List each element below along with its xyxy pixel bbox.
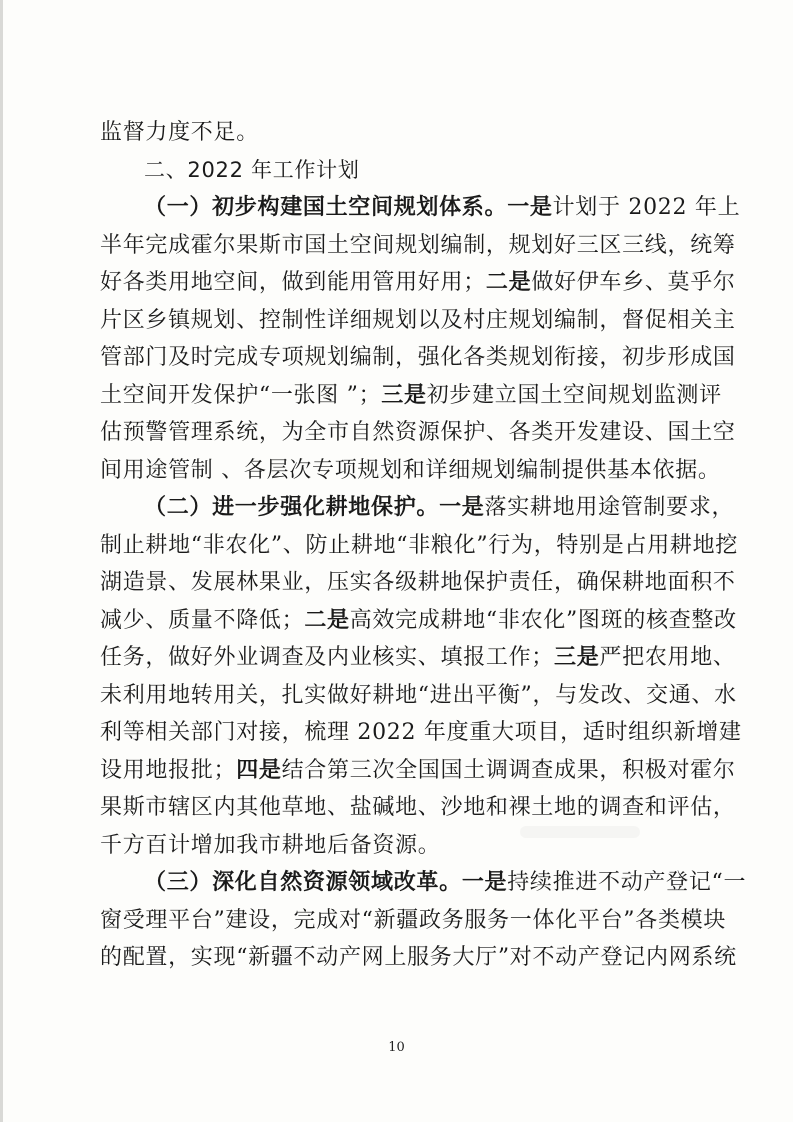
text-span: 间用途管制 、各层次专项规划和详细规划编制提供基本依据。	[100, 457, 721, 483]
paragraph-line	[100, 489, 735, 527]
text-span: 湖造景、发展林果业，压实各级耕地保护责任，确保耕地面积不	[100, 570, 736, 595]
text-span: 好各类用地空间，做到能用管用好用；	[100, 270, 486, 295]
subsection-title: （一）初步构建国土空间规划体系。	[144, 194, 508, 220]
text-span: 监督力度不足。	[100, 120, 259, 145]
text-span: 片区乡镇规划、控制性详细规划以及村庄规划编制，督促相关主	[100, 307, 736, 333]
ordinal-marker: 二是	[485, 269, 532, 295]
text-span: 未利用地转用关，扎实做好耕地“进出平衡”，与发改、交通、水	[100, 682, 737, 708]
paragraph-line	[100, 414, 736, 452]
text-span: 计划于 2022 年上	[552, 195, 741, 220]
ordinal-marker: 一是	[439, 494, 485, 520]
paragraph-line	[100, 902, 727, 940]
text-span: 窗受理平台”建设，完成对“新疆政务服务一体化平台”各类模块	[100, 907, 727, 933]
text-span: 任务，做好外业调查及内业核实、填报工作；	[100, 645, 555, 670]
text-span: 果斯市辖区内其他草地、盐碱地、沙地和裸土地的调查和评估，	[100, 795, 736, 820]
paragraph-line	[100, 677, 737, 715]
page-number: 10	[388, 1040, 405, 1055]
paragraph-line	[100, 939, 737, 977]
text-span: 严把农用地、	[599, 645, 736, 670]
paragraph-line	[100, 452, 721, 490]
text-span: 高效完成耕地“非农化”图斑的核查整改	[349, 607, 737, 633]
subsection-title: （三）深化自然资源领域改革。	[144, 869, 462, 895]
text-span: 初步建立国土空间规划监测评	[426, 382, 722, 408]
ordinal-marker: 三是	[554, 644, 600, 670]
text-span: 二、2022 年工作计划	[144, 157, 360, 182]
paragraph-line	[100, 302, 736, 340]
paragraph-line	[100, 189, 741, 227]
ordinal-marker: 三是	[381, 381, 427, 408]
text-span: 管部门及时完成专项规划编制，强化各类规划衔接，初步形成国	[100, 345, 736, 370]
paragraph-line	[100, 339, 736, 377]
text-span: 半年完成霍尔果斯市国土空间规划编制，规划好三区三线，统筹	[100, 232, 736, 258]
document-body	[100, 114, 747, 977]
text-span: 千方百计增加我市耕地后备资源。	[100, 832, 441, 858]
text-span: 设用地报批；	[100, 757, 237, 783]
paragraph-line	[100, 789, 736, 827]
text-span: 利等相关部门对接，梳理 2022 年度重大项目，适时组织新增建	[100, 720, 742, 745]
text-span: 土空间开发保护“一张图 ”；	[100, 382, 382, 408]
ordinal-marker: 一是	[461, 869, 508, 895]
paragraph-line	[100, 564, 736, 602]
paragraph-line	[100, 527, 738, 565]
text-span: 估预警管理系统，为全市自然资源保护、各类开发建设、国土空	[100, 420, 736, 445]
paragraph-line	[100, 264, 736, 302]
text-span: 制止耕地“非农化”、防止耕地“非粮化”行为，特别是占用耕地挖	[100, 532, 738, 558]
paragraph-line	[100, 639, 736, 677]
text-span: 的配置，实现“新疆不动产网上服务大厅”对不动产登记内网系统	[100, 945, 737, 970]
paragraph-line	[100, 752, 736, 790]
paragraph-line	[100, 227, 736, 265]
section-heading	[100, 152, 698, 190]
scan-edge	[0, 0, 3, 1122]
text-span: 做好伊车乡、莫乎尔	[531, 270, 736, 295]
text-span: 减少、质量不降低；	[100, 607, 305, 633]
ordinal-marker: 一是	[507, 194, 553, 220]
paragraph-line	[100, 864, 747, 902]
ordinal-marker: 四是	[236, 756, 282, 783]
text-span: 落实耕地用途管制要求，	[484, 495, 735, 520]
paragraph-line	[100, 377, 722, 415]
ordinal-marker: 二是	[304, 606, 350, 633]
paragraph-line	[100, 714, 742, 752]
text-span: 结合第三次全国国土调调查成果，积极对霍尔	[281, 757, 736, 783]
paragraph-line	[100, 602, 737, 640]
subsection-title: （二）进一步强化耕地保护。	[144, 494, 440, 520]
text-span: 持续推进不动产登记“一	[507, 870, 747, 895]
paragraph-line	[100, 827, 698, 865]
paragraph-line	[100, 114, 698, 152]
